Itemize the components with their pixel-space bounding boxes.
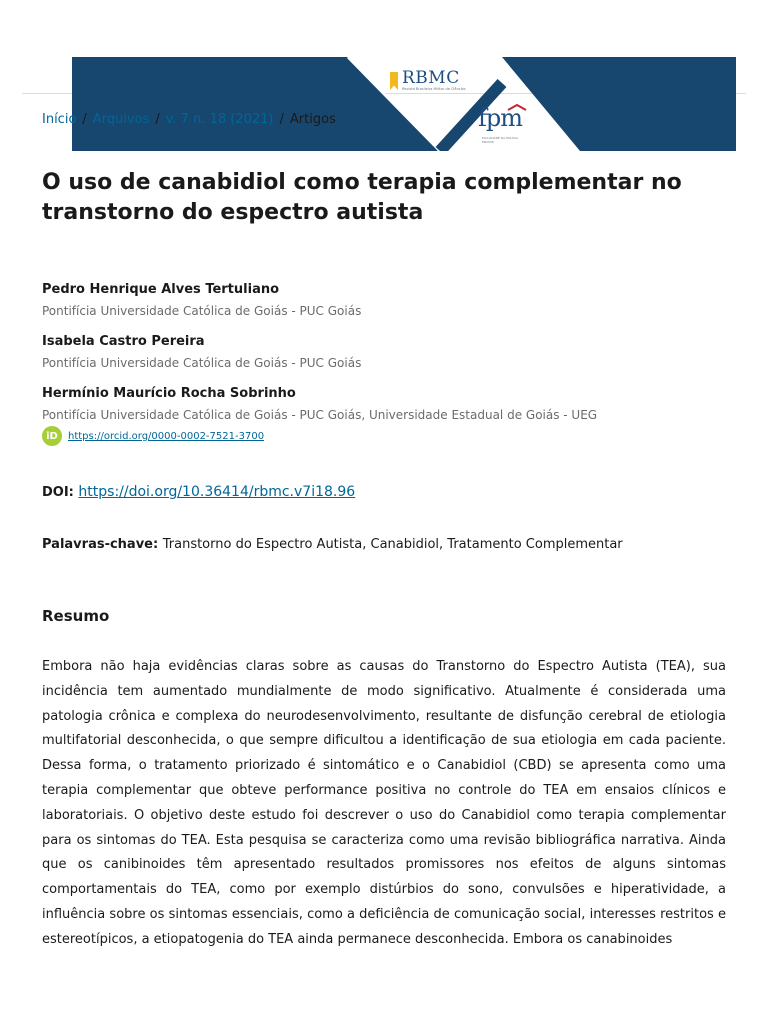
doi-label: DOI: bbox=[42, 485, 79, 500]
rbmc-subtitle: Revista Brasileira Militar de Ciências bbox=[402, 87, 466, 91]
author-entry bbox=[42, 334, 361, 371]
breadcrumb-separator: / bbox=[82, 112, 87, 127]
keywords-section bbox=[42, 537, 623, 552]
fpm-subtitle: FACULDADE DA POLÍCIA MILITAR bbox=[482, 136, 518, 144]
author-entry bbox=[42, 386, 597, 423]
orcid-row bbox=[42, 426, 264, 446]
doi-section bbox=[42, 484, 355, 500]
fpm-logo[interactable]: fpm bbox=[478, 104, 523, 132]
author-name: Isabela Castro Pereira bbox=[42, 334, 205, 349]
breadcrumb-archives-link[interactable]: Arquivos bbox=[92, 112, 150, 127]
breadcrumb-issue-link[interactable]: v. 7 n. 18 (2021) bbox=[165, 112, 274, 127]
author-affiliation: Pontifícia Universidade Católica de Goiás - PUC Goiás bbox=[42, 304, 362, 318]
rbmc-logo[interactable]: RBMC bbox=[402, 68, 460, 88]
abstract-text: Embora não haja evidências claras sobre as causas do Transtorno do Espectro Autista (TEA), sua incidência tem aumentado mundialmente de modo significativo. Atualmente é considerada uma patologia crônica e complexa do neurodesenvolvimento, resultante de disfunção cerebral de etiologia multifatorial desconhecida, o que sempre dificultou a identificação de sua etiologia em cada paciente. Dessa forma, o tratamento priorizado é sintomático e o Canabidiol (CBD) se apresenta como uma terapia complementar que obteve performance positiva no controle do TEA em ensaios clínicos e laboratoriais. O objetivo deste estudo foi descrever o uso do Canabidiol como terapia complementar para os sintomas do TEA. Esta pesquisa se caracteriza como uma revisão bibliográfica narrativa. Ainda que os canibinoides têm apresentado resultados promissores nos efeitos de alguns sintomas comportamentais do TEA, como por exemplo distúrbios do sono, convulsões e hiperatividade, a influência sobre os sintomas essenciais, como a deficiência de comunicação social, interesses restritos e estereotípicos, a etiopatogenia do TEA ainda permanece desconhecida. Embora os canabinoides bbox=[42, 659, 726, 947]
orcid-link[interactable]: https://orcid.org/0000-0002-7521-3700 bbox=[68, 430, 265, 442]
keywords-value: Transtorno do Espectro Autista, Canabidiol, Tratamento Complementar bbox=[162, 537, 623, 552]
author-name: Hermínio Maurício Rocha Sobrinho bbox=[42, 386, 296, 401]
author-name: Pedro Henrique Alves Tertuliano bbox=[42, 282, 280, 297]
breadcrumb bbox=[42, 112, 336, 127]
abstract-heading: Resumo bbox=[42, 607, 110, 625]
breadcrumb-separator: / bbox=[279, 112, 284, 127]
article-title: O uso de canabidiol como terapia complementar no transtorno do espectro autista bbox=[42, 170, 682, 225]
author-affiliation: Pontifícia Universidade Católica de Goiás - PUC Goiás bbox=[42, 356, 362, 370]
orcid-icon: iD bbox=[42, 426, 62, 446]
keywords-label: Palavras-chave: bbox=[42, 537, 163, 552]
breadcrumb-current: Artigos bbox=[289, 112, 336, 127]
breadcrumb-separator: / bbox=[155, 112, 160, 127]
author-entry bbox=[42, 282, 361, 319]
breadcrumb-home-link[interactable]: Início bbox=[42, 112, 77, 127]
doi-link[interactable]: https://doi.org/10.36414/rbmc.v7i18.96 bbox=[78, 484, 356, 500]
author-affiliation: Pontifícia Universidade Católica de Goiás - PUC Goiás, Universidade Estadual de Goiás - UEG bbox=[42, 408, 598, 422]
